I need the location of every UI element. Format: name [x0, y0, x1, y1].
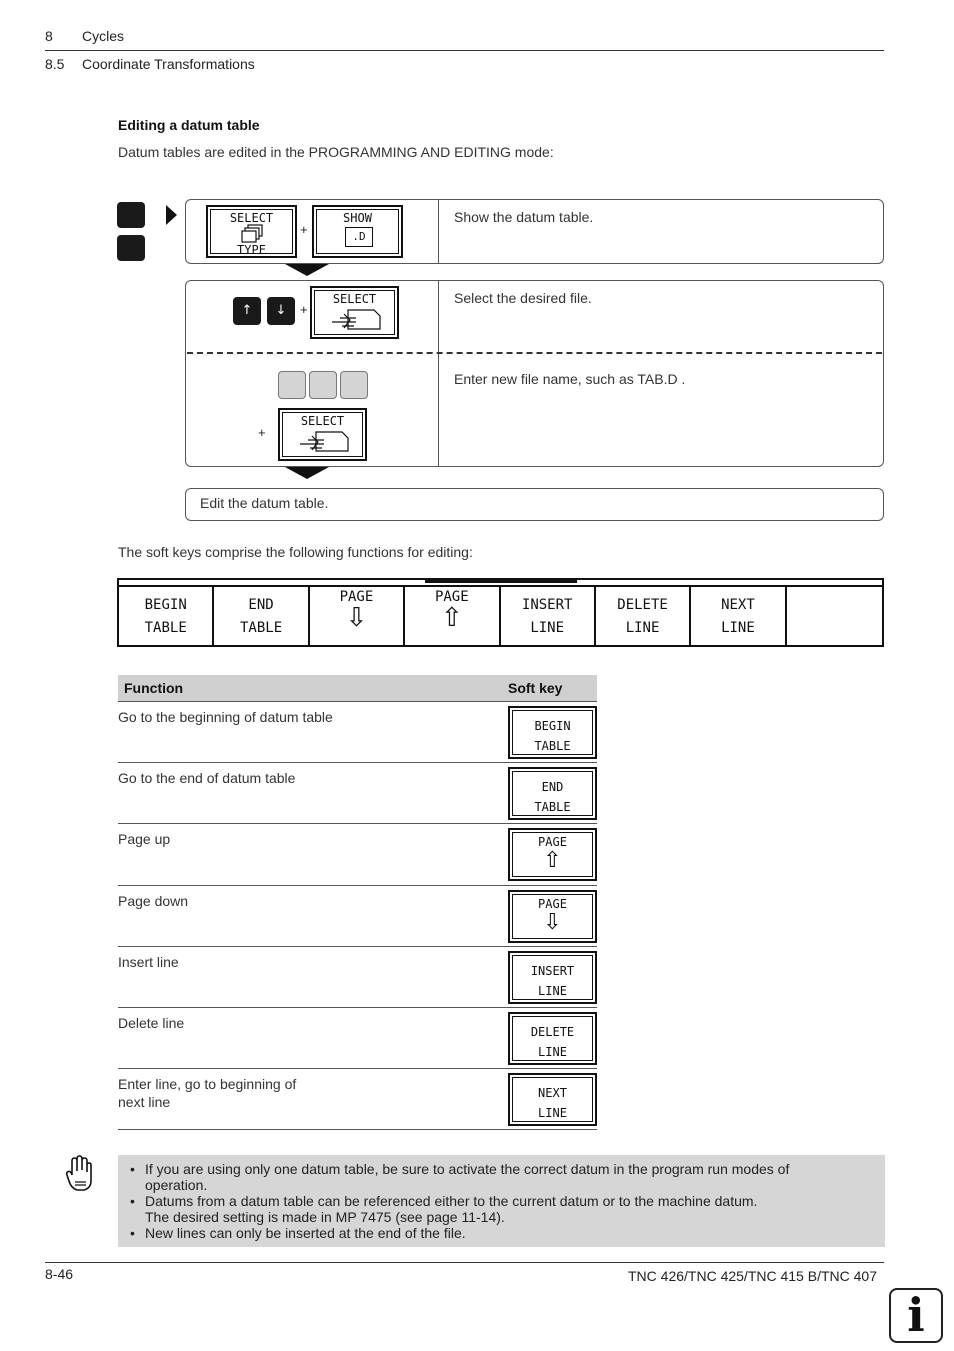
select-label: SELECT [300, 414, 345, 428]
softkey-bar-key[interactable] [214, 587, 309, 645]
step2-divider [438, 281, 439, 466]
softkey-button[interactable] [508, 951, 597, 1004]
softkey-bar-label-1: NEXT [721, 597, 755, 613]
col-softkey-header: Soft key [508, 680, 563, 696]
table-row [118, 702, 597, 763]
function-label: Page down [118, 892, 189, 909]
softkey-label-2: LINE [538, 983, 567, 998]
page-arrow-icon: ⇩ [345, 603, 368, 633]
function-label: Go to the end of datum table [118, 770, 296, 787]
chapter-title: Cycles [82, 28, 125, 44]
or-divider [187, 352, 882, 354]
table-row [118, 947, 597, 1008]
softkey-bar-label-2: LINE [625, 620, 660, 636]
note-box [118, 1155, 885, 1247]
alpha-key-icon[interactable] [278, 371, 306, 399]
softkey-bar-label-1: DELETE [617, 597, 668, 613]
select-file-softkey[interactable] [310, 286, 399, 339]
softkey-label-1: PAGE [538, 896, 567, 911]
note-1-line-1: If you are using only one datum table, be sure to activate the correct datum in the program run modes of [145, 1161, 790, 1177]
mode-key-icon [117, 235, 145, 261]
intro-text: Datum tables are edited in the PROGRAMMING AND EDITING mode: [118, 144, 554, 160]
page-arrow-icon: ⇩ [543, 909, 562, 935]
softkey-label-2: TABLE [534, 800, 571, 815]
table-row [118, 824, 597, 885]
select-hand-icon [330, 307, 382, 331]
softkey-intro: The soft keys comprise the following functions for editing: [118, 544, 473, 560]
softkey-bar-key[interactable] [310, 587, 405, 645]
step1-divider [438, 200, 439, 263]
show-d-softkey[interactable] [312, 205, 403, 258]
softkey-bar-label-1: BEGIN [144, 597, 187, 613]
softkey-bar-key[interactable] [596, 587, 691, 645]
function-label: Enter line, go to beginning of next line [118, 1076, 297, 1111]
softkey-bar-label-1: INSERT [521, 597, 573, 613]
softkey-bar-key[interactable] [787, 587, 882, 645]
select-hand-icon [298, 429, 350, 453]
table-row [118, 763, 597, 824]
softkey-bar-label-1: PAGE [339, 589, 374, 605]
softkey-bar-label-1: END [248, 597, 274, 613]
softkey-label-2: LINE [538, 1045, 567, 1059]
softkey-bar-key[interactable] [501, 587, 596, 645]
step4-text: Edit the datum table. [200, 495, 329, 511]
softkey-bar-key[interactable] [691, 587, 786, 645]
table-row [118, 886, 597, 947]
down-arrow-key-icon[interactable]: ↓ [267, 297, 295, 325]
hand-note-icon [66, 1155, 94, 1193]
softkey-button[interactable] [508, 828, 597, 881]
softkey-label-1: DELETE [530, 1025, 575, 1039]
select-new-file-softkey[interactable] [278, 408, 367, 461]
table-header [118, 675, 597, 701]
section-number: 8.5 [45, 56, 65, 72]
function-label: Insert line [118, 953, 179, 970]
softkey-bar-label-2: TABLE [144, 620, 187, 636]
softkey-label-2: TABLE [534, 739, 571, 753]
softkey-label-1: BEGIN [534, 719, 571, 733]
note-2-line-2: The desired setting is made in MP 7475 (see page 11-14). [145, 1209, 505, 1225]
show-label: SHOW [343, 211, 372, 225]
mode-key-icon [117, 202, 145, 228]
function-label: Go to the beginning of datum table [118, 709, 333, 725]
page-arrow-icon: ⇧ [543, 848, 562, 874]
header-rule [45, 50, 884, 51]
col-function-header: Function [124, 680, 184, 696]
plus-sign: + [300, 302, 308, 317]
flow-down-arrow-icon [285, 467, 329, 479]
note-3-line-1: New lines can only be inserted at the end of the file. [145, 1225, 466, 1241]
plus-sign: + [258, 425, 266, 440]
softkey-button[interactable] [508, 1073, 597, 1126]
select-label: SELECT [332, 292, 377, 306]
note-1-line-2: operation. [145, 1177, 208, 1193]
softkey-bar-label-2: LINE [721, 620, 755, 636]
alpha-key-icon[interactable] [340, 371, 368, 399]
up-arrow-key-icon[interactable]: ↑ [233, 297, 261, 325]
step2-text: Select the desired file. [454, 290, 592, 306]
step1-text: Show the datum table. [454, 209, 594, 225]
function-label: Page up [118, 831, 171, 848]
softkey-bar-label-2: LINE [530, 620, 565, 636]
softkey-button[interactable] [508, 767, 597, 820]
softkey-label-1: PAGE [538, 835, 567, 850]
softkey-button[interactable] [508, 706, 597, 759]
softkey-bar-label-1: PAGE [434, 589, 469, 605]
bullet: • [130, 1193, 135, 1209]
function-label: Delete line [118, 1015, 185, 1031]
plus-sign: + [300, 222, 308, 237]
softkey-label-1: INSERT [530, 963, 575, 978]
table-row [118, 1008, 597, 1069]
chapter-number: 8 [45, 28, 53, 44]
play-arrow-icon [166, 205, 177, 225]
select-type-softkey[interactable] [206, 205, 297, 258]
softkey-bar-key[interactable] [405, 587, 500, 645]
softkey-label-1: END [541, 780, 564, 795]
table-row [118, 1069, 597, 1130]
softkey-bar-key[interactable] [119, 587, 214, 645]
select-type-label-bottom: TYPE [237, 243, 266, 257]
page-number: 8-46 [45, 1266, 74, 1282]
alpha-key-icon[interactable] [309, 371, 337, 399]
page-arrow-icon: ⇧ [440, 603, 463, 633]
section-heading: Editing a datum table [118, 117, 260, 133]
softkey-button[interactable] [508, 1012, 597, 1065]
footer-rule [45, 1262, 884, 1263]
info-letter: i [907, 1288, 925, 1342]
flow-down-arrow-icon [285, 264, 329, 276]
info-icon [889, 1288, 943, 1343]
softkey-bar-scroll-indicator [425, 580, 577, 583]
softkey-bar [117, 578, 884, 647]
step3-text: Enter new file name, such as TAB.D . [454, 371, 686, 387]
section-title: Coordinate Transformations [82, 56, 255, 72]
softkey-label-1: NEXT [538, 1086, 567, 1101]
bullet: • [130, 1225, 135, 1241]
softkey-button[interactable] [508, 890, 597, 943]
select-type-label-top: SELECT [229, 211, 274, 225]
d-file-icon: .D [345, 227, 373, 247]
note-2-line-1: Datums from a datum table can be referenced either to the current datum or to the machine datum. [145, 1193, 758, 1209]
softkey-bar-label-2: TABLE [239, 620, 283, 636]
softkey-label-2: LINE [538, 1106, 567, 1121]
model-list: TNC 426/TNC 425/TNC 415 B/TNC 407 [628, 1268, 877, 1284]
bullet: • [130, 1161, 135, 1177]
